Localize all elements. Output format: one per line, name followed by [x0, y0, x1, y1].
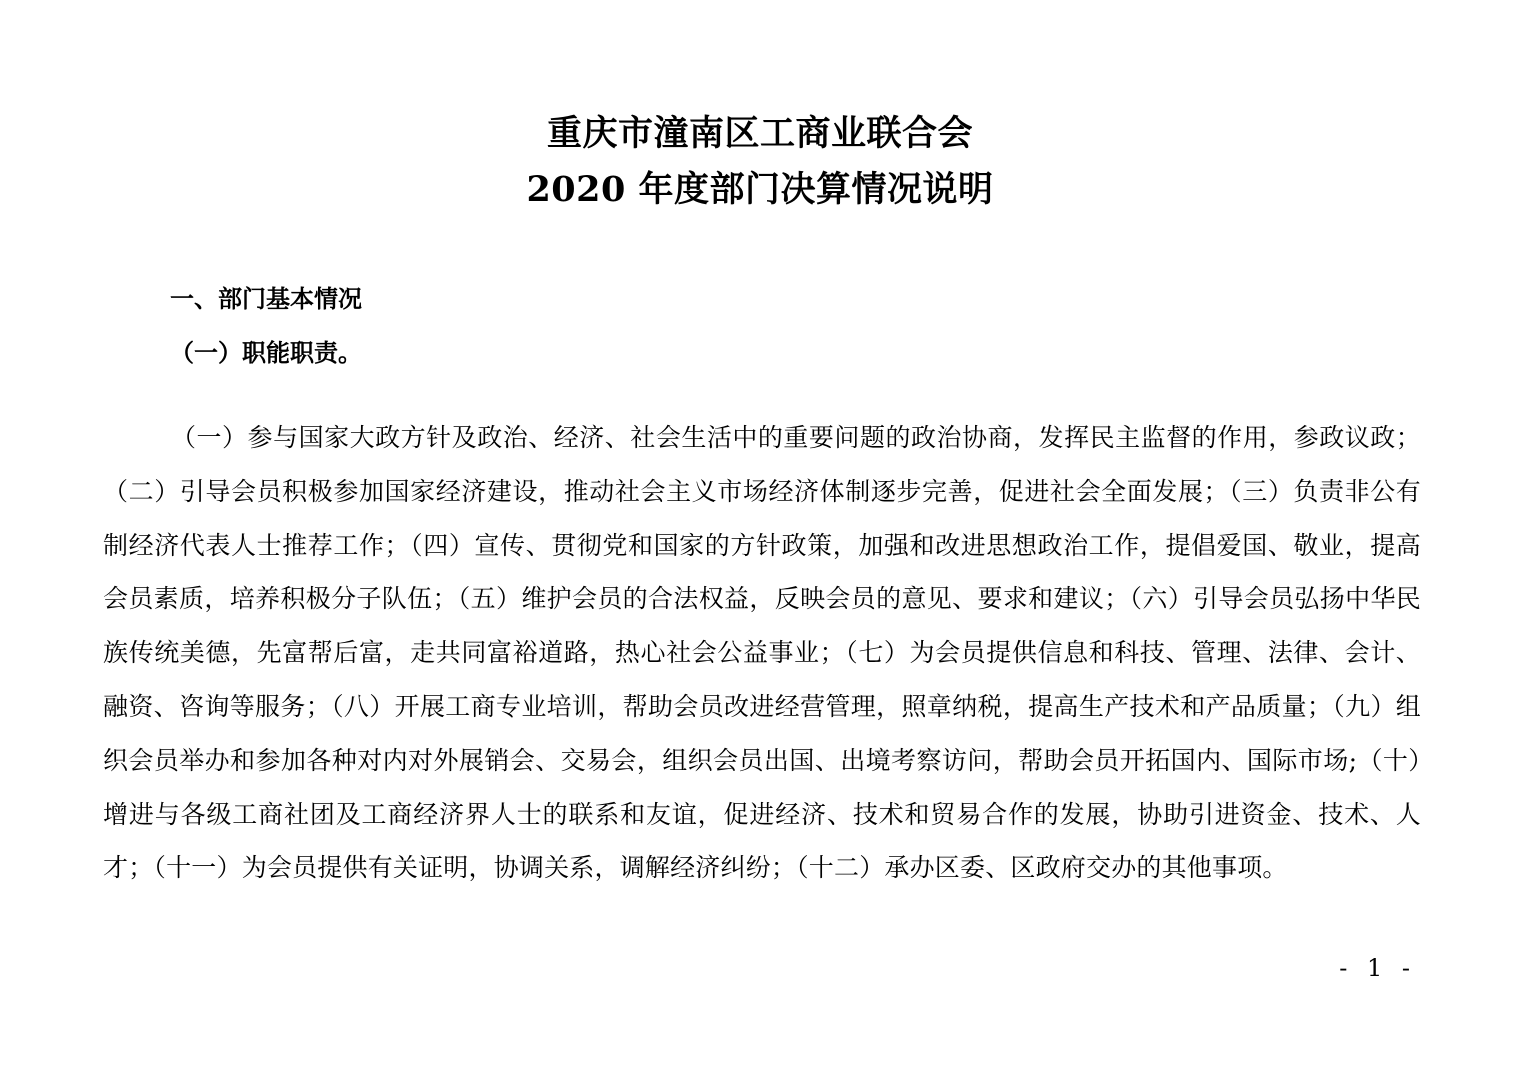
document-title — [0, 106, 1520, 218]
page-number: - 1 - — [1339, 954, 1416, 982]
body-paragraph: （一）参与国家大政方针及政治、经济、社会生活中的重要问题的政治协商，发挥民主监督的作用，参政议政；（二）引导会员积极参加国家经济建设，推动社会主义市场经济体制逐步完善，促进社会全面发展；（三）负责非公有制经济代表人士推荐工作；（四）宣传、贯彻党和国家的方针政策，加强和改进思想政治工作，提倡爱国、敬业，提高会员素质，培养积极分子队伍；（五）维护会员的合法权益，反映会员的意见、要求和建议；（六）引导会员弘扬中华民族传统美德，先富帮后富，走共同富裕道路，热心社会公益事业；（七）为会员提供信息和科技、管理、法律、会计、融资、咨询等服务；（八）开展工商专业培训，帮助会员改进经营管理，照章纳税，提高生产技术和产品质量；（九）组织会员举办和参加各种对内对外展销会、交易会，组织会员出国、出境考察访问，帮助会员开拓国内、国际市场;（十）增进与各级工商社团及工商经济界人士的联系和友谊，促进经济、技术和贸易合作的发展，协助引进资金、技术、人才；（十一）为会员提供有关证明，协调关系，调解经济纠纷；（十二）承办区委、区政府交办的其他事项。 — [103, 423, 1421, 883]
section-heading: 一、部门基本情况 — [170, 284, 362, 313]
title-line-report: 2020 年度部门决算情况说明 — [526, 169, 994, 210]
subsection-heading: （一）职能职责。 — [170, 338, 362, 367]
title-line-organization: 重庆市潼南区工商业联合会 — [546, 113, 973, 154]
